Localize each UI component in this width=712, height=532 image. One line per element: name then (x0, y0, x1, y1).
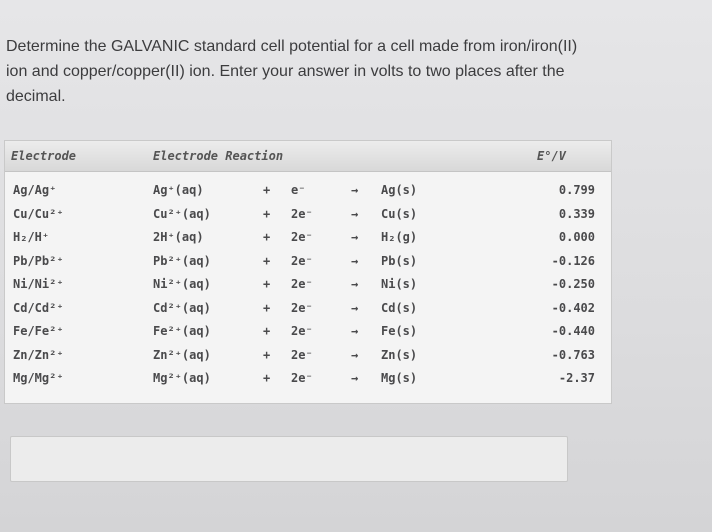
product-cell: Zn(s) (381, 347, 418, 362)
electrode-cell: Ag/Ag⁺ (13, 183, 57, 197)
electrons-cell: 2e⁻ (291, 347, 313, 362)
reactant-cell: Pb²⁺(aq) (153, 253, 211, 268)
question-line-3: decimal. (6, 88, 66, 105)
potential-cell: -2.37 (558, 371, 595, 385)
electrode-cell: Fe/Fe²⁺ (13, 324, 64, 338)
reactant-cell: 2H⁺(aq) (153, 230, 204, 244)
potential-cell: -0.126 (551, 253, 595, 268)
potential-cell: -0.440 (551, 324, 595, 338)
product-cell: Fe(s) (381, 324, 418, 338)
table-row (5, 277, 611, 301)
electrode-cell: Pb/Pb²⁺ (13, 253, 64, 268)
product-cell: H₂(g) (381, 230, 418, 244)
plus-sign: + (263, 300, 271, 315)
product-cell: Pb(s) (381, 253, 418, 268)
question-line-2: ion and copper/copper(II) ion. Enter your answer in volts to two places after the (6, 63, 565, 80)
answer-input[interactable] (10, 436, 568, 482)
table-row (5, 348, 611, 372)
table-row (5, 230, 611, 254)
product-cell: Cu(s) (381, 206, 418, 221)
arrow-icon: → (351, 324, 359, 338)
electrode-cell: Cu/Cu²⁺ (13, 206, 64, 221)
arrow-icon: → (351, 253, 359, 268)
table-header (5, 141, 611, 172)
arrow-icon: → (351, 347, 359, 362)
potential-cell: 0.000 (558, 230, 595, 244)
arrow-icon: → (351, 230, 359, 244)
arrow-icon: → (351, 206, 359, 221)
reactant-cell: Cd²⁺(aq) (153, 300, 211, 315)
potential-cell: -0.402 (551, 300, 595, 315)
plus-sign: + (263, 183, 271, 197)
question-text (6, 34, 706, 109)
electrons-cell: e⁻ (291, 183, 306, 197)
product-cell: Ag(s) (381, 183, 418, 197)
arrow-icon: → (351, 371, 359, 385)
table-row (5, 207, 611, 231)
electrode-cell: Ni/Ni²⁺ (13, 277, 64, 291)
electrons-cell: 2e⁻ (291, 371, 313, 385)
plus-sign: + (263, 324, 271, 338)
table-body (5, 183, 611, 395)
electrons-cell: 2e⁻ (291, 253, 313, 268)
electrons-cell: 2e⁻ (291, 206, 313, 221)
arrow-icon: → (351, 277, 359, 291)
reactant-cell: Ag⁺(aq) (153, 183, 204, 197)
plus-sign: + (263, 206, 271, 221)
product-cell: Cd(s) (381, 300, 418, 315)
reduction-potential-table (4, 140, 612, 404)
electrons-cell: 2e⁻ (291, 277, 313, 291)
electrons-cell: 2e⁻ (291, 230, 313, 244)
table-row (5, 301, 611, 325)
potential-cell: -0.250 (551, 277, 595, 291)
product-cell: Mg(s) (381, 371, 418, 385)
table-row (5, 324, 611, 348)
reactant-cell: Zn²⁺(aq) (153, 347, 211, 362)
potential-cell: 0.799 (558, 183, 595, 197)
product-cell: Ni(s) (381, 277, 418, 291)
header-reaction: Electrode Reaction (153, 149, 284, 163)
electrons-cell: 2e⁻ (291, 324, 313, 338)
reactant-cell: Ni²⁺(aq) (153, 277, 211, 291)
question-line-1: Determine the GALVANIC standard cell potential for a cell made from iron/iron(II) (6, 38, 578, 55)
potential-cell: -0.763 (551, 347, 595, 362)
electrons-cell: 2e⁻ (291, 300, 313, 315)
plus-sign: + (263, 253, 271, 268)
header-e0: E°/V (537, 149, 566, 163)
reactant-cell: Fe²⁺(aq) (153, 324, 211, 338)
reactant-cell: Mg²⁺(aq) (153, 371, 211, 385)
plus-sign: + (263, 230, 271, 244)
table-row (5, 183, 611, 207)
reactant-cell: Cu²⁺(aq) (153, 206, 211, 221)
arrow-icon: → (351, 300, 359, 315)
plus-sign: + (263, 277, 271, 291)
plus-sign: + (263, 371, 271, 385)
electrode-cell: Zn/Zn²⁺ (13, 347, 64, 362)
electrode-cell: Mg/Mg²⁺ (13, 371, 64, 385)
plus-sign: + (263, 347, 271, 362)
potential-cell: 0.339 (558, 206, 595, 221)
header-electrode: Electrode (11, 149, 77, 163)
arrow-icon: → (351, 183, 359, 197)
table-row (5, 371, 611, 395)
table-row (5, 254, 611, 278)
electrode-cell: H₂/H⁺ (13, 230, 50, 244)
electrode-cell: Cd/Cd²⁺ (13, 300, 64, 315)
